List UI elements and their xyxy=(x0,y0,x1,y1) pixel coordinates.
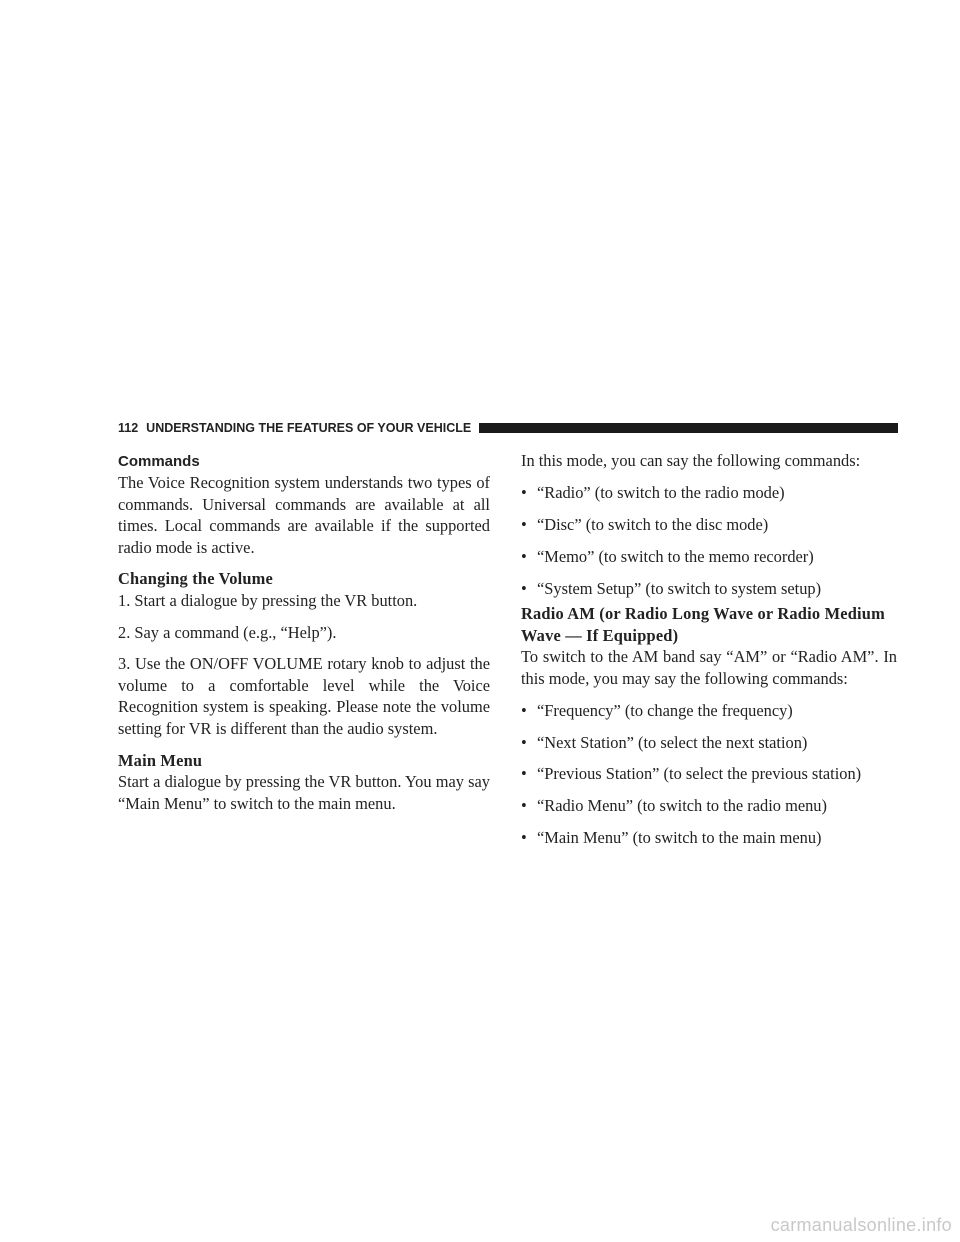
list-item: • “Radio” (to switch to the radio mode) xyxy=(521,482,785,502)
bullet-icon: • xyxy=(521,796,527,816)
bullet-icon: • xyxy=(521,546,527,566)
list-item: • “Memo” (to switch to the memo recorder) xyxy=(521,546,814,566)
commands-intro: The Voice Recognition system understands two types of commands. Universal commands are available at all times. Local commands are available if the supported radio mode is active. xyxy=(118,473,490,557)
bullet-icon: • xyxy=(521,482,527,502)
main-menu-text: Start a dialogue by pressing the VR button. You may say “Main Menu” to switch to the main menu. xyxy=(118,772,490,813)
main-menu-heading: Main Menu xyxy=(118,750,203,770)
list-item: • “System Setup” (to switch to system setup) xyxy=(521,578,822,598)
am-heading: Radio AM (or Radio Long Wave or Radio Medium Wave — If Equipped) xyxy=(521,604,885,645)
mode-intro: In this mode, you can say the following commands: xyxy=(521,451,861,470)
bullet-icon: • xyxy=(521,578,527,598)
bullet-icon: • xyxy=(521,764,527,784)
bullet-icon: • xyxy=(521,700,527,720)
am-command-list xyxy=(521,700,897,850)
volume-step-3: 3. Use the ON/OFF VOLUME rotary knob to adjust the volume to a comfortable level while the Voice Recognition system is speaking. Please note the volume setting for VR is different than the audio system. xyxy=(118,654,490,738)
section-title-commands: Commands xyxy=(118,453,200,470)
bullet-icon: • xyxy=(521,514,527,534)
header-title: UNDERSTANDING THE FEATURES OF YOUR VEHICLE xyxy=(146,421,472,435)
bullet-icon: • xyxy=(521,828,527,848)
list-item: • “Main Menu” (to switch to the main menu) xyxy=(521,828,822,848)
am-text: To switch to the AM band say “AM” or “Radio AM”. In this mode, you may say the following commands: xyxy=(521,647,897,688)
main-command-list xyxy=(521,482,897,600)
list-item: • “Radio Menu” (to switch to the radio menu) xyxy=(521,796,827,816)
watermark: carmanualsonline.info xyxy=(770,1215,952,1235)
volume-step-2: 2. Say a command (e.g., “Help”). xyxy=(118,622,337,642)
list-item: • “Frequency” (to change the frequency) xyxy=(521,700,793,720)
list-item: • “Disc” (to switch to the disc mode) xyxy=(521,514,769,534)
page-header xyxy=(118,419,898,437)
bullet-icon: • xyxy=(521,732,527,752)
list-item: • “Previous Station” (to select the previous station) xyxy=(521,764,862,784)
volume-heading: Changing the Volume xyxy=(118,569,273,589)
list-item: • “Next Station” (to select the next station) xyxy=(521,732,808,752)
left-column xyxy=(118,450,490,824)
page-number: 112 xyxy=(118,421,139,435)
volume-step-1: 1. Start a dialogue by pressing the VR button. xyxy=(118,590,418,610)
right-column xyxy=(521,450,897,859)
header-rule xyxy=(479,423,898,433)
